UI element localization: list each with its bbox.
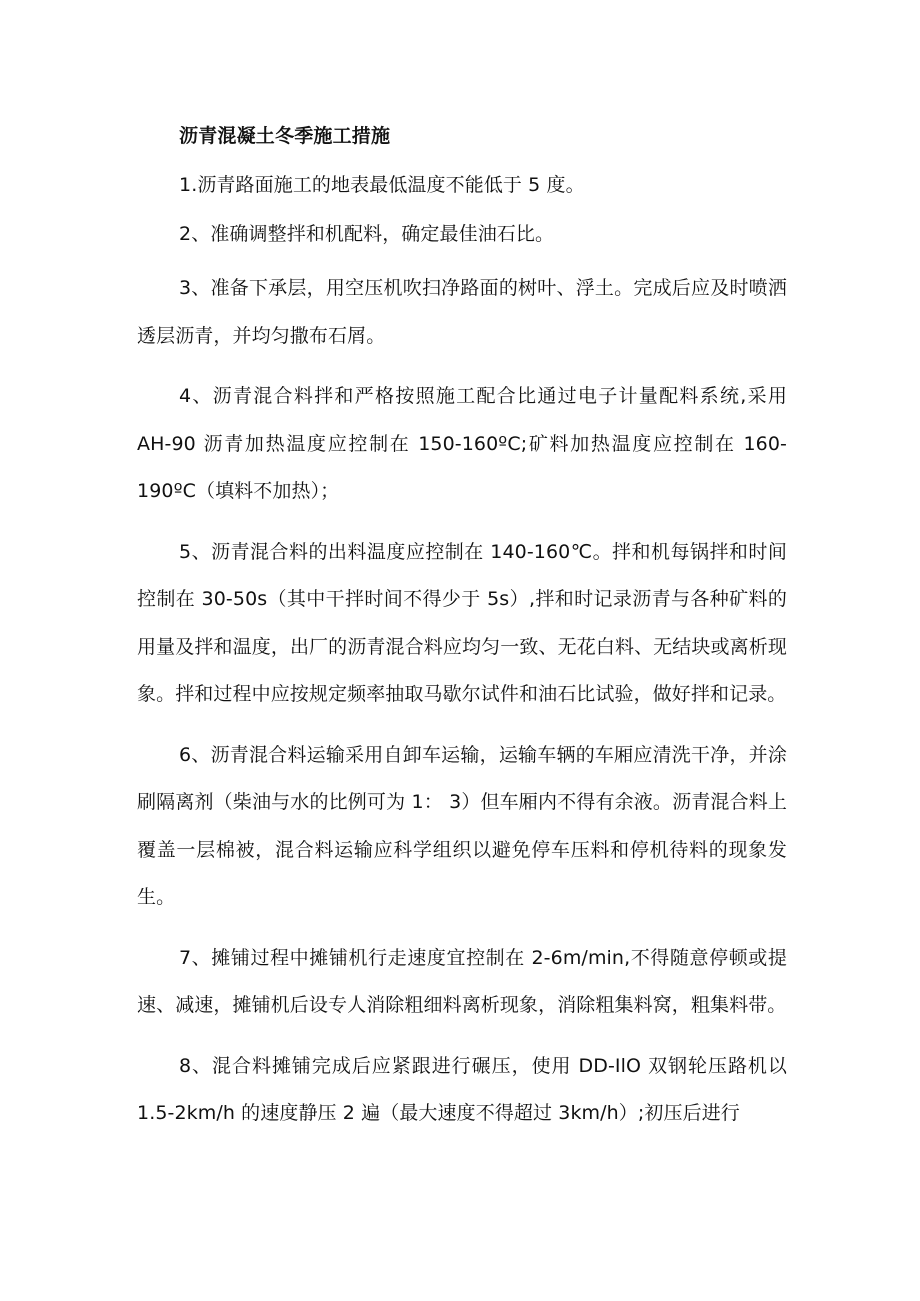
document-title: 沥青混凝土冬季施工措施 (179, 125, 391, 147)
paragraph-8: 8、混合料摊铺完成后应紧跟进行碾压，使用 DD-IlO 双钢轮压路机以 1.5-2km∕h 的速度静压 2 遍（最大速度不得超过 3km∕h）;初压后进行 (137, 1054, 787, 1124)
paragraph-4: 4、沥青混合料拌和严格按照施工配合比通过电子计量配料系统,采用 AH-90 沥青加热温度应控制在 150-160ºC;矿料加热温度应控制在 160-190ºC（填料不加热）； (137, 385, 787, 502)
paragraph-3: 3、准备下承层，用空压机吹扫净路面的树叶、浮土。完成后应及时喷洒透层沥青，并均匀撒布石屑。 (137, 277, 787, 347)
paragraph-7: 7、摊铺过程中摊铺机行走速度宜控制在 2-6m∕min,不得随意停顿或提速、减速，摊铺机后设专人消除粗细料离析现象，消除粗集料窝，粗集料带。 (137, 946, 787, 1016)
paragraph-1: 1.沥青路面施工的地表最低温度不能低于 5 度。 (179, 174, 585, 196)
paragraph-5: 5、沥青混合料的出料温度应控制在 140-160℃。拌和机每锅拌和时间控制在 30-50s（其中干拌时间不得少于 5s）,拌和时记录沥青与各种矿料的用量及拌和温度，出厂的沥青混合料应均匀一致、无花白料、无结块或离析现象。拌和过程中应按规定频率抽取马歇尔试件和油石比试验，做好拌和记录。 (137, 540, 787, 705)
document-body (137, 118, 787, 1151)
paragraph-2: 2、准确调整拌和机配料，确定最佳油石比。 (179, 223, 555, 245)
paragraph-6: 6、沥青混合料运输采用自卸车运输，运输车辆的车厢应清洗干净，并涂刷隔离剂（柴油与水的比例可为 1： 3）但车厢内不得有余液。沥青混合料上覆盖一层棉被，混合料运输应科学组织以避免停车压料和停机待料的现象发生。 (137, 743, 787, 908)
